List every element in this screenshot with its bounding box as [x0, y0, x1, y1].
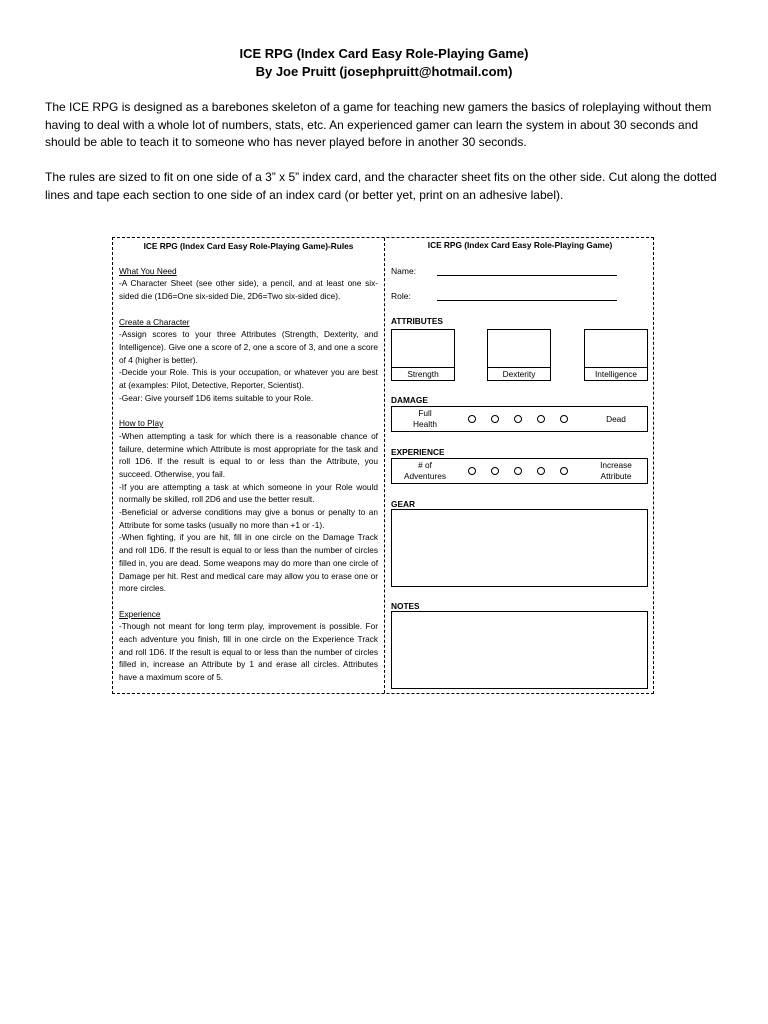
role-field[interactable]: [437, 300, 617, 301]
rules-section: [119, 417, 378, 595]
track-circle[interactable]: [468, 415, 476, 423]
gear-label: GEAR: [391, 499, 415, 509]
rules-section: [119, 265, 378, 303]
experience-track-end: [585, 460, 647, 482]
track-circle[interactable]: [537, 415, 545, 423]
rules-line: -When fighting, if you are hit, fill in one circle on the Damage Track and roll 1D6. If the result is equal to or less than the number of circles filled in, you are dead. Some weapons may do more than one circle of Damage per hit. Rest and medical care may allow you to erase one or more circles.: [119, 532, 378, 594]
attribute-strength-label: Strength: [392, 367, 454, 380]
track-circle[interactable]: [560, 415, 568, 423]
sheet-card-title: ICE RPG (Index Card Easy Role-Playing Game): [427, 240, 613, 250]
name-field[interactable]: [437, 275, 617, 276]
track-circle[interactable]: [560, 467, 568, 475]
cut-divider: [384, 238, 385, 693]
experience-start-line-1: # of: [418, 460, 432, 470]
character-sheet-card: [389, 240, 651, 611]
experience-end-line-2: Attribute: [600, 471, 632, 481]
rules-line: -Decide your Role. This is your occupation, or whatever you are best at (examples: Pilot, Detective, Reporter, Scientist).: [119, 367, 378, 391]
page-title: ICE RPG (Index Card Easy Role-Playing Game): [239, 46, 529, 61]
gear-box[interactable]: [391, 509, 648, 587]
rules-section: [119, 316, 378, 405]
damage-start-line-2: Health: [413, 419, 437, 429]
notes-label: NOTES: [391, 601, 420, 611]
rules-section-heading: Create a Character: [119, 316, 190, 327]
experience-track: [391, 458, 648, 484]
experience-label: EXPERIENCE: [391, 447, 445, 457]
notes-box[interactable]: [391, 611, 648, 689]
index-card-cutout: [112, 237, 654, 694]
attribute-dexterity-box[interactable]: [487, 329, 551, 381]
page-author: By Joe Pruitt (josephpruitt@hotmail.com): [255, 64, 513, 79]
damage-track-end: Dead: [606, 414, 626, 424]
rules-card: [119, 240, 378, 697]
track-circle[interactable]: [491, 467, 499, 475]
rules-line: -If you are attempting a task at which someone in your Role would normally be skilled, roll 2D6 and use the better result.: [119, 481, 378, 505]
experience-start-line-2: Adventures: [404, 471, 446, 481]
rules-section: [119, 608, 378, 684]
rules-section-heading: Experience: [119, 608, 161, 619]
rules-line: -Though not meant for long term play, improvement is possible. For each adventure you finish, fill in one circle on the Experience Track and roll 1D6. If the result is equal to or less than the number of circles filled in, increase an Attribute by 1 and erase all circles. Attributes have a maximum score of 5.: [119, 621, 378, 683]
damage-label: DAMAGE: [391, 395, 428, 405]
track-circle[interactable]: [514, 467, 522, 475]
track-circle[interactable]: [468, 467, 476, 475]
rules-line: -Beneficial or adverse conditions may give a bonus or penalty to an Attribute for some tasks (usually no more than +1 or -1).: [119, 507, 378, 530]
rules-line: -When attempting a task for which there is a reasonable chance of failure, determine which Attribute is most appropriate for the task and roll 1D6. If the result is equal to or less than the Attribute, you succeed. Otherwise, you fail.: [119, 430, 378, 479]
attribute-intelligence-box[interactable]: [584, 329, 648, 381]
damage-start-line-1: Full: [418, 408, 432, 418]
damage-track: [391, 406, 648, 432]
intro-paragraph-1: The ICE RPG is designed as a barebones skeleton of a game for teaching new gamers the basics of roleplaying without them having to deal with a whole lot of numbers, stats, etc. An experienced gamer can learn the system in about 30 seconds and should be able to teach it to someone who has never played before in another 30 seconds.: [45, 100, 712, 149]
intro-paragraph-2: The rules are sized to fit on one side of a 3” x 5” index card, and the character sheet fits on the other side. Cut along the dotted lines and tape each section to one side of an index card (or better yet, print on an adhesive label).: [45, 170, 717, 202]
name-label: Name:: [391, 266, 417, 276]
attribute-dexterity-label: Dexterity: [488, 367, 550, 380]
attribute-intelligence-label: Intelligence: [585, 367, 647, 380]
experience-end-line-1: Increase: [600, 460, 632, 470]
damage-track-start: [392, 408, 458, 430]
track-circle[interactable]: [514, 415, 522, 423]
rules-section-heading: How to Play: [119, 418, 164, 429]
experience-track-start: [392, 460, 458, 482]
role-label: Role:: [391, 291, 411, 301]
attributes-label: ATTRIBUTES: [391, 316, 443, 326]
attribute-strength-box[interactable]: [391, 329, 455, 381]
rules-section-heading: What You Need: [119, 265, 177, 276]
track-circle[interactable]: [491, 415, 499, 423]
rules-line: -A Character Sheet (see other side), a pencil, and at least one six-sided die (1D6=One six-sided Die, 2D6=Two six-sided dice).: [119, 278, 378, 302]
rules-line: -Gear: Give yourself 1D6 items suitable to your Role.: [119, 392, 314, 403]
rules-card-title: ICE RPG (Index Card Easy Role-Playing Game)-Rules: [143, 241, 354, 251]
rules-line: -Assign scores to your three Attributes (Strength, Dexterity, and Intelligence). Give one a score of 2, one a score of 3, and one a score of 4 (higher is better).: [119, 329, 378, 365]
track-circle[interactable]: [537, 467, 545, 475]
